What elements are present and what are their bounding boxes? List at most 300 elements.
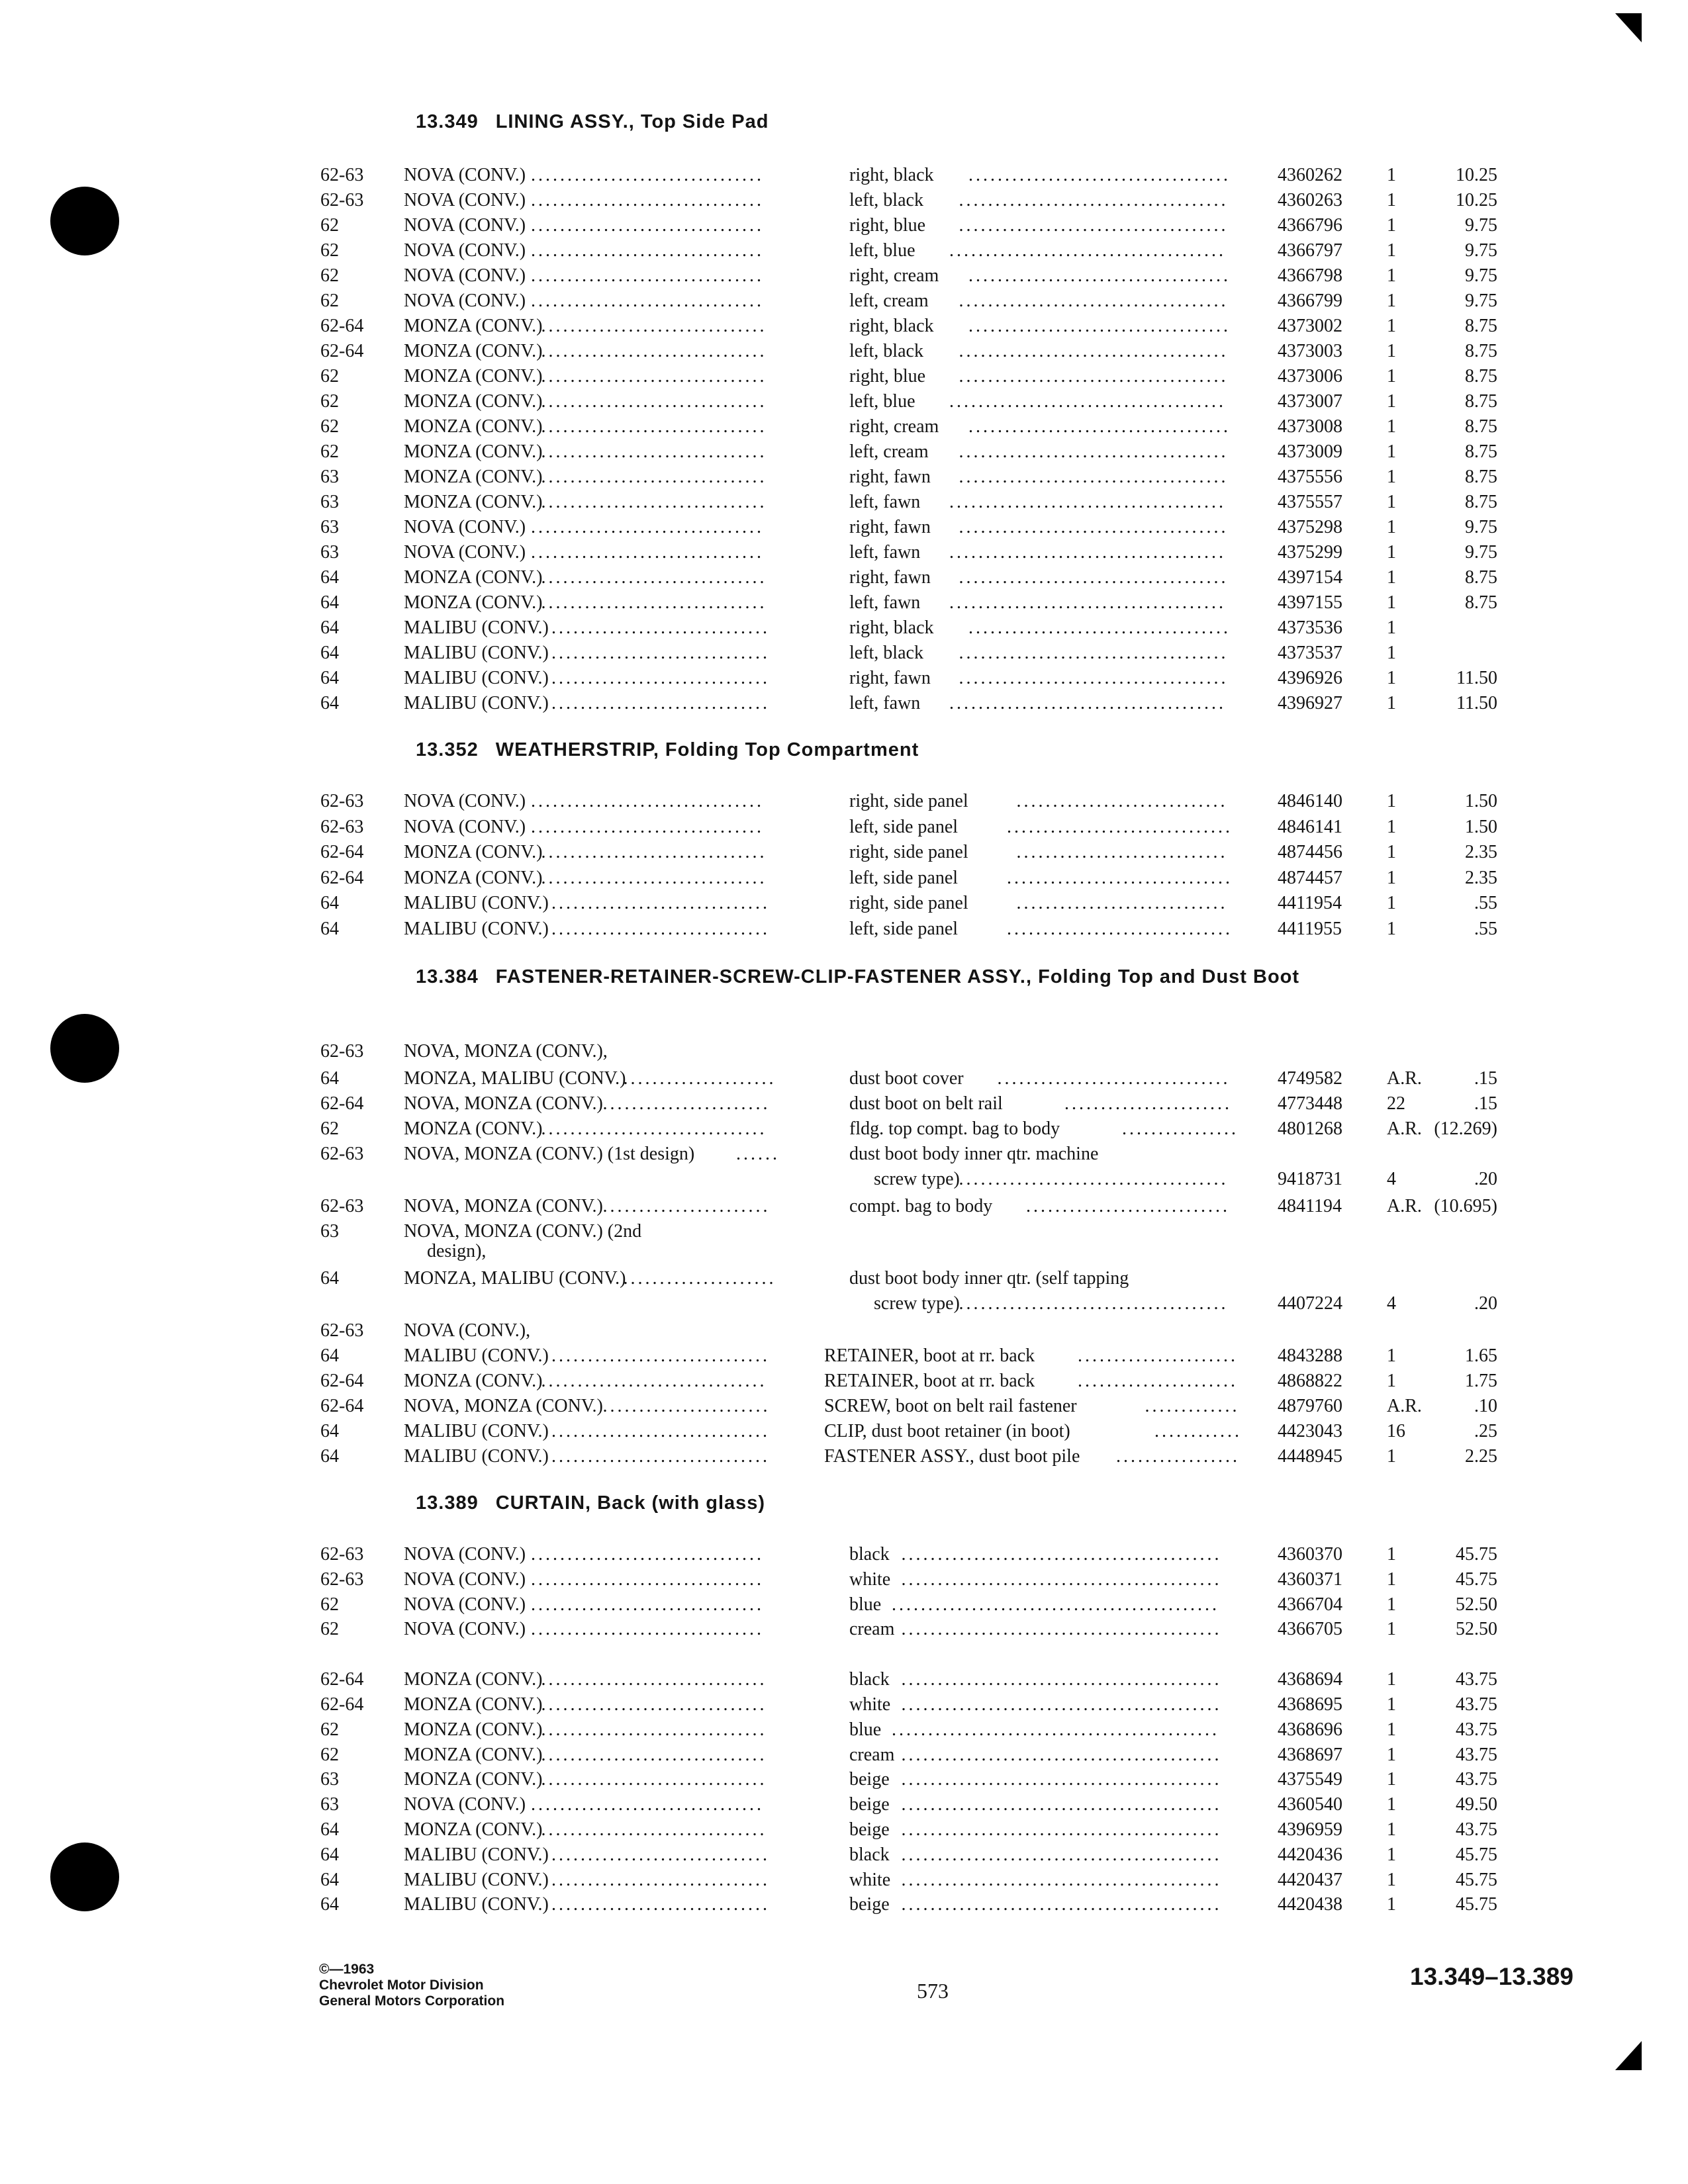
leader-dots: ............................................ [901,1894,1222,1915]
model-cell: MONZA (CONV.) [404,867,543,888]
year-cell: 63 [320,1221,339,1242]
quantity-cell: 1 [1387,592,1396,613]
leader-dots: ................................ [531,240,764,261]
table-row [0,1266,1688,1291]
price-cell: 2.35 [1465,842,1497,862]
year-cell: 62 [320,1744,339,1765]
year-cell: 62-64 [320,867,364,888]
description-cell: dust boot body inner qtr. (self tapping [849,1268,1129,1289]
price-cell: 1.50 [1465,791,1497,811]
model-cell: NOVA (CONV.) [404,1594,526,1615]
leader-dots: ............................... [1007,867,1233,888]
quantity-cell: 1 [1387,893,1396,913]
table-row [0,1167,1688,1192]
part-number-cell: 4448945 [1278,1446,1342,1467]
leader-dots: ............................................ [901,1844,1222,1865]
table-row [0,1817,1688,1843]
leader-dots: ..................................... [959,668,1229,688]
model-cell: NOVA, MONZA (CONV.) (1st design) [404,1144,695,1164]
table-row [0,1892,1688,1917]
leader-dots: ................................ [997,1068,1231,1089]
year-cell: 62-63 [320,816,364,837]
leader-dots: ............................... [541,1118,767,1139]
part-number-cell: 4373537 [1278,643,1342,663]
description-cell: black [849,1844,890,1865]
quantity-cell: 1 [1387,842,1396,862]
table-row [0,490,1688,515]
model-cell: NOVA (CONV.) [404,1569,526,1590]
model-cell: MALIBU (CONV.) [404,643,549,663]
price-cell: 8.75 [1465,567,1497,588]
year-cell: 63 [320,492,339,512]
description-cell: beige [849,1769,890,1790]
quantity-cell: 1 [1387,1594,1396,1615]
part-number-cell: 4420437 [1278,1869,1342,1890]
quantity-cell: 1 [1387,291,1396,311]
model-cell: MONZA (CONV.) [404,492,543,512]
table-row [0,615,1688,641]
quantity-cell: A.R. [1387,1396,1422,1416]
description-cell: left, black [849,643,923,663]
price-cell: 8.75 [1465,592,1497,613]
model-cell: MONZA (CONV.) [404,341,543,361]
model-cell: NOVA (CONV.) [404,215,526,236]
leader-dots: ............................................. [892,1719,1219,1740]
leader-dots: ............................................ [901,1794,1222,1815]
leader-dots: ............................................ [901,1769,1222,1790]
description-cell: right, fawn [849,567,931,588]
model-cell: NOVA (CONV.) [404,1794,526,1815]
leader-dots: ............ [1154,1421,1242,1441]
description-cell: white [849,1869,891,1890]
table-row [0,1767,1688,1792]
price-cell: 43.75 [1456,1719,1497,1740]
leader-dots: ...................................... [949,592,1226,613]
table-row [0,691,1688,716]
part-number-cell: 4368695 [1278,1694,1342,1715]
leader-dots: ............................... [541,1819,767,1840]
price-cell: 43.75 [1456,1744,1497,1765]
leader-dots: ............................... [541,842,767,862]
quantity-cell: 1 [1387,1371,1396,1391]
description-cell: left, side panel [849,867,959,888]
part-number-cell: 4366798 [1278,265,1342,286]
model-cell: MALIBU (CONV.) [404,893,549,913]
leader-dots: ............................................. [892,1594,1219,1615]
leader-dots: .................................... [968,316,1231,336]
quantity-cell: 1 [1387,1544,1396,1565]
table-row [0,1194,1688,1219]
description-cell: left, black [849,341,923,361]
corner-mark-top-right [1615,13,1642,42]
part-number-cell: 4360263 [1278,190,1342,210]
leader-dots: ................. [1116,1446,1240,1467]
model-cell: MONZA (CONV.) [404,1694,543,1715]
price-cell: 10.25 [1456,165,1497,185]
leader-dots: ................................ [531,517,764,537]
model-cell: NOVA, MONZA (CONV.) (2nd [404,1221,642,1242]
price-cell: (10.695) [1434,1196,1497,1216]
quantity-cell: 1 [1387,542,1396,563]
table-row [0,1444,1688,1469]
year-cell: 62 [320,1619,339,1640]
part-number-cell: 4879760 [1278,1396,1342,1416]
description-cell: FASTENER ASSY., dust boot pile [824,1446,1080,1467]
quantity-cell: 22 [1387,1093,1405,1114]
quantity-cell: 1 [1387,215,1396,236]
model-cell: NOVA (CONV.) [404,1544,526,1565]
price-cell: 8.75 [1465,316,1497,336]
leader-dots: ................................ [531,1794,764,1815]
description-cell: white [849,1694,891,1715]
model-cell: MONZA (CONV.) [404,1819,543,1840]
leader-dots: ...... [736,1144,780,1164]
quantity-cell: 1 [1387,1719,1396,1740]
description-cell: left, fawn [849,693,921,713]
description-cell: right, fawn [849,517,931,537]
price-cell: 8.75 [1465,492,1497,512]
table-row [0,1868,1688,1893]
table-row [0,1667,1688,1692]
year-cell: 62-63 [320,1041,364,1062]
leader-dots: ..................................... [959,215,1229,236]
part-number-cell: 4373007 [1278,391,1342,412]
price-cell: 9.75 [1465,542,1497,563]
leader-dots: ............................ [1026,1196,1230,1216]
table-row [0,866,1688,891]
leader-dots: ............................................ [901,1569,1222,1590]
quantity-cell: 1 [1387,416,1396,437]
leader-dots: ............................... [1007,816,1233,837]
leader-dots: ............................... [541,366,767,387]
year-cell: 64 [320,1869,339,1890]
model-cell: NOVA (CONV.) [404,542,526,563]
table-row [0,540,1688,565]
model-cell: MONZA (CONV.) [404,366,543,387]
table-row [0,314,1688,339]
description-cell: right, black [849,165,934,185]
model-cell: MONZA, MALIBU (CONV.) [404,1068,626,1089]
price-cell: 9.75 [1465,240,1497,261]
leader-dots: ............................................ [901,1744,1222,1765]
leader-dots: ............................... [541,467,767,487]
year-cell: 64 [320,693,339,713]
part-number-cell: 4396959 [1278,1819,1342,1840]
leader-dots: .............................. [551,1894,770,1915]
quantity-cell: 1 [1387,1769,1396,1790]
part-number-cell: 4368697 [1278,1744,1342,1765]
part-number-cell: 4411954 [1278,893,1342,913]
description-cell: beige [849,1819,890,1840]
leader-dots: ............................... [541,492,767,512]
year-cell: 64 [320,1068,339,1089]
description-cell: beige [849,1794,890,1815]
model-cell: NOVA (CONV.) [404,517,526,537]
price-cell: 8.75 [1465,467,1497,487]
quantity-cell: 1 [1387,1869,1396,1890]
leader-dots: ............................... [541,867,767,888]
year-cell: 62 [320,416,339,437]
year-cell: 64 [320,1894,339,1915]
leader-dots: ................ [1122,1118,1239,1139]
section-title: FASTENER-RETAINER-SCREW-CLIP-FASTENER ASSY., Folding Top and Dust Boot [495,966,1300,987]
leader-dots: ...................................... [949,240,1226,261]
price-cell: 8.75 [1465,366,1497,387]
model-cell: design), [427,1241,487,1261]
model-cell: MONZA (CONV.) [404,416,543,437]
price-cell: 8.75 [1465,416,1497,437]
leader-dots: ............................... [1007,918,1233,939]
table-row [0,1394,1688,1419]
leader-dots: ............................... [541,592,767,613]
part-number-cell: 4396926 [1278,668,1342,688]
leader-dots: ...................................... [949,391,1226,412]
price-cell: 45.75 [1456,1844,1497,1865]
table-row [0,1692,1688,1717]
leader-dots: ....................... [602,1396,771,1416]
part-number-cell: 4373003 [1278,341,1342,361]
leader-dots: ............................... [541,1719,767,1740]
price-cell: 43.75 [1456,1819,1497,1840]
part-number-cell: 4397154 [1278,567,1342,588]
leader-dots: ..................... [623,1068,776,1089]
price-cell: .15 [1474,1093,1497,1114]
description-cell: left, side panel [849,816,959,837]
model-cell: MALIBU (CONV.) [404,668,549,688]
leader-dots: ..................................... [959,190,1229,210]
description-cell: right, cream [849,265,939,286]
part-number-cell: 4366704 [1278,1594,1342,1615]
quantity-cell: A.R. [1387,1118,1422,1139]
year-cell: 62 [320,291,339,311]
description-cell: CLIP, dust boot retainer (in boot) [824,1421,1070,1441]
description-cell: right, black [849,617,934,638]
year-cell: 62 [320,1118,339,1139]
leader-dots: ............................................ [901,1694,1222,1715]
model-cell: MONZA, MALIBU (CONV.) [404,1268,626,1289]
price-cell: 9.75 [1465,517,1497,537]
section-heading [416,111,769,133]
part-number-cell: 4397155 [1278,592,1342,613]
leader-dots: .............................. [551,1869,770,1890]
leader-dots: ............. [1145,1396,1240,1416]
price-cell: 45.75 [1456,1894,1497,1915]
table-row [0,439,1688,465]
description-cell: dust boot body inner qtr. machine [849,1144,1099,1164]
description-cell: left, blue [849,240,915,261]
leader-dots: ...................................... [949,492,1226,512]
table-row [0,1291,1688,1316]
price-cell: .55 [1474,918,1497,939]
table-row [0,1542,1688,1567]
leader-dots: ............................................ [901,1544,1222,1565]
leader-dots: ................................ [531,1569,764,1590]
model-cell: MONZA (CONV.) [404,1669,543,1690]
price-cell: .20 [1474,1293,1497,1314]
quantity-cell: 1 [1387,467,1396,487]
leader-dots: ................................ [531,791,764,811]
quantity-cell: 1 [1387,1744,1396,1765]
quantity-cell: 1 [1387,1819,1396,1840]
part-number-cell: 4846141 [1278,816,1342,837]
year-cell: 64 [320,1268,339,1289]
leader-dots: ..................................... [959,1169,1229,1189]
copyright-notice [319,1962,504,2009]
price-cell: 1.65 [1465,1345,1497,1366]
year-cell: 64 [320,893,339,913]
leader-dots: .................................... [968,416,1231,437]
table-row [0,1039,1688,1064]
price-cell: 2.25 [1465,1446,1497,1467]
year-cell: 62 [320,1594,339,1615]
year-cell: 62-63 [320,165,364,185]
leader-dots: ................................ [531,190,764,210]
year-cell: 62-63 [320,1320,364,1341]
table-row [0,213,1688,238]
year-cell: 62 [320,391,339,412]
description-cell: beige [849,1894,890,1915]
part-number-cell: 4375556 [1278,467,1342,487]
price-cell: .25 [1474,1421,1497,1441]
year-cell: 64 [320,1844,339,1865]
leader-dots: ...................................... [949,693,1226,713]
year-cell: 62 [320,215,339,236]
leader-dots: ............................... [541,341,767,361]
part-number-cell: 4366797 [1278,240,1342,261]
leader-dots: ................................ [531,165,764,185]
price-cell: 9.75 [1465,265,1497,286]
year-cell: 64 [320,1345,339,1366]
year-cell: 62 [320,265,339,286]
table-row [0,1843,1688,1868]
leader-dots: ..................................... [959,517,1229,537]
table-row [0,666,1688,691]
description-cell: right, fawn [849,467,931,487]
table-row [0,815,1688,840]
table-row [0,389,1688,414]
model-cell: NOVA (CONV.), [404,1320,531,1341]
leader-dots: ................................ [531,215,764,236]
leader-dots: ............................... [541,316,767,336]
price-cell: 10.25 [1456,190,1497,210]
part-number-cell: 4368694 [1278,1669,1342,1690]
leader-dots: .............................. [551,693,770,713]
price-cell: 43.75 [1456,1769,1497,1790]
section-heading [416,965,1342,989]
part-number-cell: 4360262 [1278,165,1342,185]
part-number-cell: 4773448 [1278,1093,1342,1114]
model-cell: MONZA (CONV.) [404,316,543,336]
leader-dots: .............................. [551,1345,770,1366]
leader-dots: ............................. [1016,893,1228,913]
model-cell: NOVA, MONZA (CONV.) [404,1093,603,1114]
year-cell: 63 [320,517,339,537]
part-number-cell: 4360371 [1278,1569,1342,1590]
year-cell: 62 [320,441,339,462]
part-number-cell: 4420436 [1278,1844,1342,1865]
model-cell: MONZA (CONV.) [404,467,543,487]
table-row [0,1239,1688,1264]
quantity-cell: 1 [1387,517,1396,537]
table-row [0,465,1688,490]
model-cell: MONZA (CONV.) [404,391,543,412]
quantity-cell: 1 [1387,791,1396,811]
model-cell: MONZA (CONV.) [404,567,543,588]
year-cell: 64 [320,617,339,638]
year-cell: 64 [320,1421,339,1441]
part-number-cell: 4375299 [1278,542,1342,563]
model-cell: NOVA, MONZA (CONV.), [404,1041,608,1062]
quantity-cell: 1 [1387,441,1396,462]
leader-dots: .............................. [551,668,770,688]
price-cell: .15 [1474,1068,1497,1089]
price-cell: .10 [1474,1396,1497,1416]
model-cell: MALIBU (CONV.) [404,693,549,713]
table-row [0,789,1688,814]
table-row [0,1567,1688,1592]
year-cell: 62 [320,1719,339,1740]
price-cell: 45.75 [1456,1569,1497,1590]
leader-dots: ................................ [531,816,764,837]
part-number-cell: 4375549 [1278,1769,1342,1790]
year-cell: 62-64 [320,316,364,336]
table-row [0,840,1688,865]
corner-mark-bottom-right [1615,2041,1642,2070]
leader-dots: ...................................... [949,542,1226,563]
quantity-cell: 1 [1387,1345,1396,1366]
leader-dots: ...................... [1078,1345,1238,1366]
year-cell: 62-63 [320,190,364,210]
leader-dots: ..................................... [959,467,1229,487]
year-cell: 64 [320,567,339,588]
leader-dots: ................................ [531,265,764,286]
table-row [0,641,1688,666]
quantity-cell: 1 [1387,668,1396,688]
quantity-cell: 1 [1387,240,1396,261]
part-number-cell: 4368696 [1278,1719,1342,1740]
leader-dots: ............................................ [901,1869,1222,1890]
leader-dots: .............................. [551,1421,770,1441]
leader-dots: ............................... [541,567,767,588]
description-cell: right, blue [849,215,926,236]
quantity-cell: 1 [1387,1619,1396,1640]
quantity-cell: 1 [1387,1794,1396,1815]
leader-dots: ..................................... [959,291,1229,311]
table-row [0,289,1688,314]
leader-dots: ..................................... [959,366,1229,387]
description-cell: blue [849,1594,882,1615]
model-cell: NOVA (CONV.) [404,165,526,185]
quantity-cell: 1 [1387,816,1396,837]
model-cell: MALIBU (CONV.) [404,1894,549,1915]
year-cell: 62-64 [320,1371,364,1391]
page-number: 573 [917,1979,949,2003]
part-number-cell: 4373002 [1278,316,1342,336]
description-cell: right, side panel [849,893,968,913]
section-title: LINING ASSY., Top Side Pad [495,111,769,132]
quantity-cell: 1 [1387,1669,1396,1690]
leader-dots: ............................................ [901,1619,1222,1640]
leader-dots: ................................ [531,1544,764,1565]
price-cell: 9.75 [1465,291,1497,311]
section-range: 13.349–13.389 [1410,1963,1573,1990]
price-cell: 9.75 [1465,215,1497,236]
table-row [0,1617,1688,1642]
description-cell: white [849,1569,891,1590]
part-number-cell: 4366796 [1278,215,1342,236]
section-heading [416,739,919,761]
year-cell: 62-63 [320,1544,364,1565]
